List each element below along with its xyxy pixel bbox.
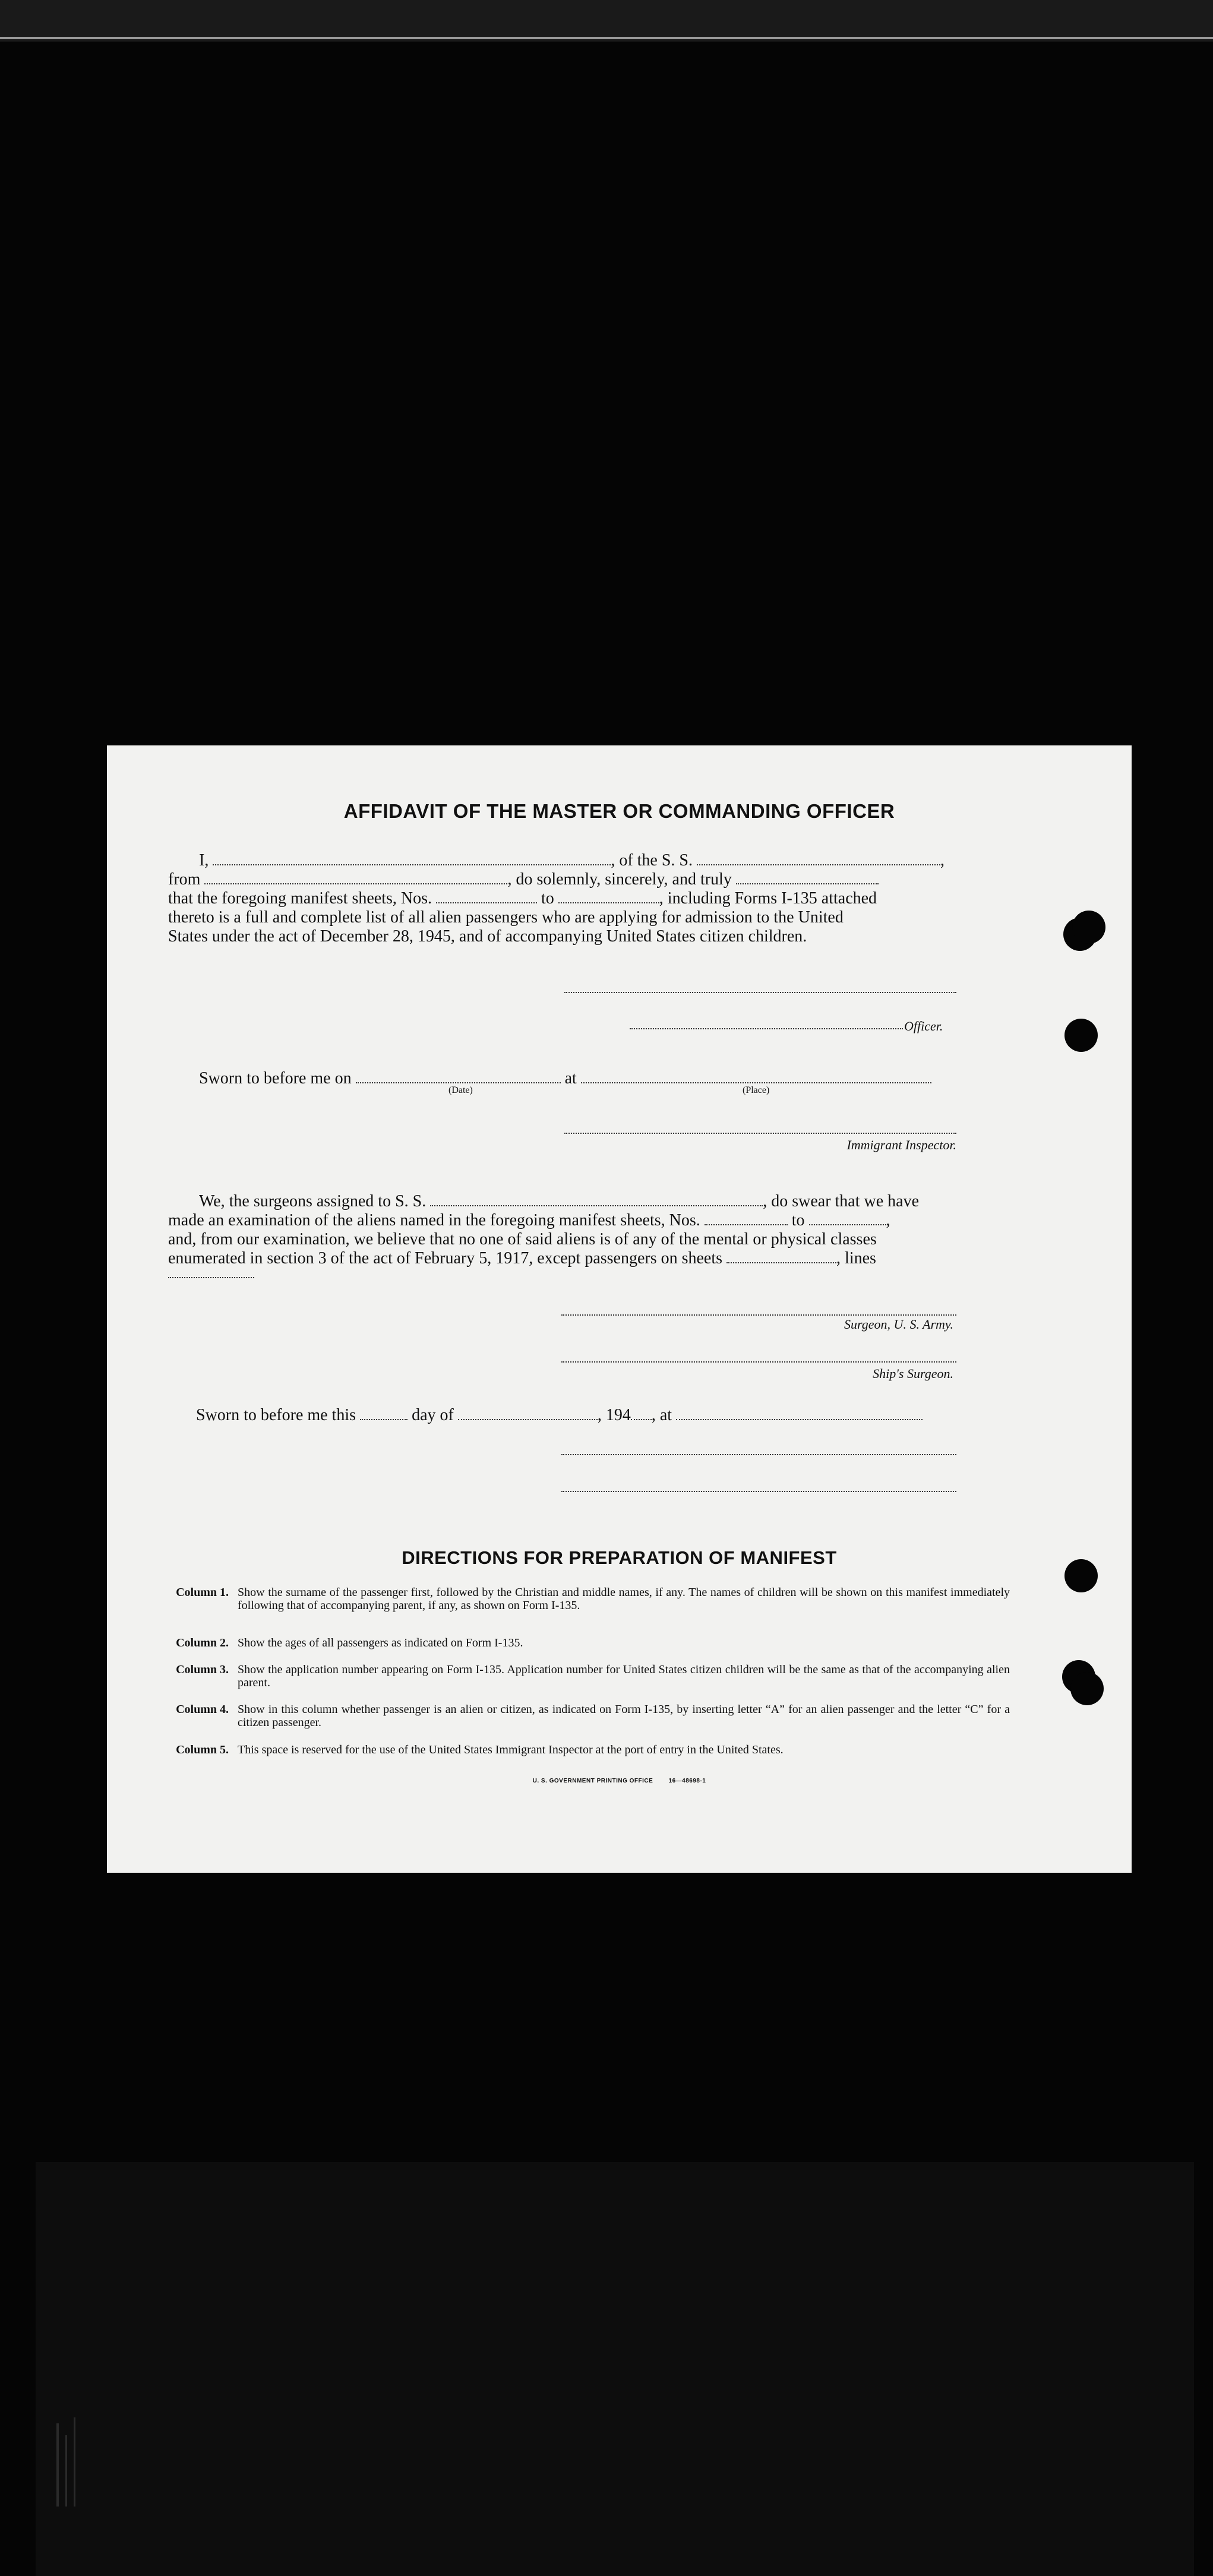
sworn-place-field[interactable] [581,1072,931,1083]
printer-footer [107,1778,1132,1784]
master-name-field[interactable] [213,854,611,865]
direction-text: Show the surname of the passenger first, followed by the Christian and middle names, if any. The names of children will be shown on this manifest immediately following that of accompanying parent, if any, as shown on Form I-135. [238,1586,1010,1612]
affidavit-text: that the foregoing manifest sheets, Nos. [168,889,432,908]
film-bottom-band [36,2162,1194,2576]
affidavit-text: I, [199,851,209,870]
directions-title: DIRECTIONS FOR PREPARATION OF MANIFEST [402,1547,837,1568]
surgeons-line-4 [168,1249,876,1268]
ship-surgeon-signature-line[interactable] [561,1361,956,1363]
excepted-lines-field[interactable] [168,1277,254,1278]
affidavit-line-2 [168,870,879,889]
affidavit-line-1 [199,851,945,870]
surgeons-line-2 [168,1211,890,1230]
ship-surgeon-label: Ship's Surgeon. [873,1366,953,1381]
direction-label: Column 5. [176,1743,229,1756]
surgeons-text: , do swear that we have [763,1192,920,1210]
direction-text: Show the application number appearing on Form I-135. Application number for United States citizen children will be the same as that of the accompanying alien parent. [238,1663,1010,1689]
direction-column-5 [160,1743,1063,1772]
sworn-month-field[interactable] [458,1408,598,1420]
affidavit-text: , of the S. S. [611,851,693,870]
officer-title-line-2[interactable] [561,1491,956,1492]
sworn-text: Sworn to before me this [196,1406,356,1424]
affidavit-text: , do solemnly, sincerely, and truly [507,870,732,889]
surgeons-text: , lines [836,1249,876,1268]
direction-column-3 [160,1663,1063,1692]
direction-label: Column 1. [176,1586,229,1599]
direction-label: Column 2. [176,1636,229,1649]
affidavit-text: to [541,889,554,908]
affidavit-title: AFFIDAVIT OF THE MASTER OR COMMANDING OFFICER [343,800,895,822]
film-top-strip [0,0,1213,42]
direction-text: Show the ages of all passengers as indicated on Form I-135. [238,1636,523,1649]
surgeons-sheet-to-field[interactable] [809,1213,886,1225]
port-from-field[interactable] [204,873,507,884]
punch-hole [1070,1672,1104,1705]
sworn-day-field[interactable] [360,1408,408,1420]
sworn-text: , 194 [597,1406,631,1424]
affidavit-line-3 [168,889,877,908]
master-signature-line[interactable] [564,992,956,993]
sworn-year-field[interactable] [631,1408,652,1420]
sheet-to-field[interactable] [558,892,659,903]
film-scratch [74,2417,75,2507]
officer-signature-line[interactable] [630,1028,903,1029]
officer-signature-line-2[interactable] [561,1454,956,1455]
affidavit-text: , [940,851,945,870]
direction-text: Show in this column whether passenger is an alien or citizen, as indicated on Form I-135, by inserting letter “A” for an alien passenger and the letter “C” for a citizen passenger. [238,1703,1010,1729]
film-scratch [65,2435,67,2507]
inspector-signature-line[interactable] [564,1133,956,1134]
sworn-date-field[interactable] [356,1072,561,1083]
film-scratch [56,2423,59,2507]
surgeons-ship-field[interactable] [430,1194,763,1206]
affidavit-text: , including Forms I-135 attached [659,889,877,908]
date-label: (Date) [448,1085,473,1095]
affidavit-text: from [168,870,201,889]
place-label: (Place) [743,1085,770,1095]
sworn-location-field[interactable] [676,1408,923,1420]
form-code: 16—48698-1 [668,1778,706,1784]
punch-hole [1072,911,1105,944]
sworn-line-2 [196,1406,923,1425]
army-surgeon-label: Surgeon, U. S. Army. [844,1317,953,1332]
sworn-text: Sworn to before me on [199,1069,352,1088]
surgeons-sheet-from-field[interactable] [705,1213,788,1225]
printer-name: U. S. GOVERNMENT PRINTING OFFICE [532,1778,653,1784]
affidavit-line-5: States under the act of December 28, 1945, and of accompanying United States citizen children. [168,927,807,946]
sworn-text: at [564,1069,577,1088]
direction-label: Column 4. [176,1703,229,1716]
surgeons-text: to [791,1211,805,1229]
sworn-text: day of [412,1406,454,1424]
sworn-line-1 [199,1069,931,1088]
inspector-label: Immigrant Inspector. [846,1137,956,1152]
surgeons-line-1 [199,1192,919,1211]
affirm-field[interactable] [736,873,879,884]
sheet-from-field[interactable] [436,892,537,903]
direction-column-2 [160,1636,1063,1652]
punch-hole [1064,1019,1098,1052]
surgeons-line-3: and, from our examination, we believe that no one of said aliens is of any of the mental or physical classes [168,1230,877,1249]
surgeons-text: enumerated in section 3 of the act of February 5, 1917, except passengers on sheets [168,1249,723,1268]
direction-label: Column 3. [176,1663,229,1676]
film-top-line [0,37,1213,39]
army-surgeon-signature-line[interactable] [561,1314,956,1316]
manifest-page [107,745,1132,1873]
surgeons-text: , [886,1211,890,1229]
surgeons-text: made an examination of the aliens named in the foregoing manifest sheets, Nos. [168,1211,700,1229]
ship-name-field[interactable] [697,854,940,865]
affidavit-line-4: thereto is a full and complete list of all alien passengers who are applying for admission to the United [168,908,844,927]
excepted-sheets-field[interactable] [726,1251,836,1263]
direction-column-1 [160,1586,1063,1627]
officer-label: Officer. [904,1019,943,1033]
direction-text: This space is reserved for the use of the United States Immigrant Inspector at the port of entry in the United States. [238,1743,784,1756]
direction-column-4 [160,1703,1063,1731]
surgeons-text: We, the surgeons assigned to S. S. [199,1192,427,1210]
sworn-text: , at [651,1406,672,1424]
